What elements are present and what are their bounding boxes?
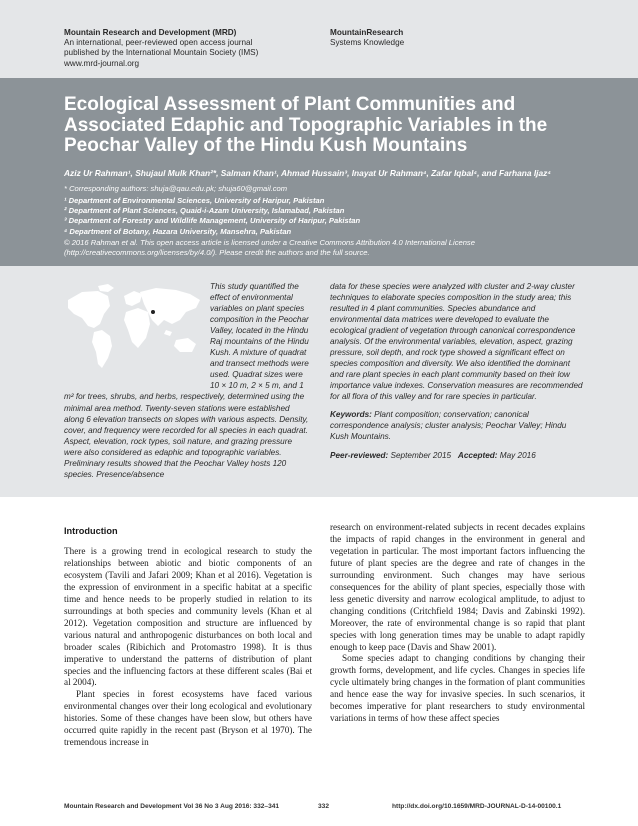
- accepted-label: Accepted:: [457, 450, 498, 460]
- affiliation-item: ² Department of Plant Sciences, Quaid-i-Azam University, Islamabad, Pakistan: [64, 206, 345, 216]
- keywords-label: Keywords:: [330, 409, 372, 419]
- journal-description-line2: published by the International Mountain Society (IMS): [64, 48, 259, 58]
- abstract-left-column: [64, 281, 310, 480]
- review-dates: [330, 450, 585, 461]
- keywords-block: [330, 409, 585, 442]
- body-column-left: [64, 546, 312, 749]
- affiliation-item: ⁴ Department of Botany, Hazara University, Mansehra, Pakistan: [64, 226, 292, 236]
- footer-page-number: 332: [318, 803, 330, 810]
- body-column-right: [330, 522, 585, 725]
- footer-doi-link[interactable]: http://dx.doi.org/10.1659/MRD-JOURNAL-D-14-00100.1: [392, 803, 562, 810]
- affiliation-item: ³ Department of Forestry and Wildlife Management, University of Haripur, Pakistan: [64, 216, 361, 226]
- author-list: Aziz Ur Rahman¹, Shujaul Mulk Khan²*, Salman Khan¹, Ahmad Hussain³, Inayat Ur Rahman⁴, Zafar Iqbal⁴, and Farhana Ijaz⁴: [64, 168, 551, 178]
- license-statement: © 2016 Rahman et al. This open access article is licensed under a Creative Commons Attribution 4.0 International License (http://creativecommons.org/licenses/by/4.0/). Please credit the authors and the full source.: [64, 238, 475, 258]
- abstract-text-left: This study quantified the effect of environmental variables on plant species composition in the Peochar Valley, located in the Hindu Raj mountains of the Hindu Kush. A mixture of quadrat and transect methods were used. Quadrat sizes were 10 × 10 m, 2 × 5 m, and 1 m² for trees, shrubs, and herbs, respectively, determined using the minimal area method. Twenty-seven stations were established along 6 elevation transects on slopes with various aspects. Density, cover, and frequency were recorded for all species in each quadrat. Aspect, elevation, rock types, soil nature, and grazing pressure were also considered as edaphic and topographic variables. Preliminary results showed that the Peochar Valley hosts 120 species. Presence/absence: [64, 282, 309, 479]
- section-heading-introduction: Introduction: [64, 526, 118, 536]
- keywords-text: Plant composition; conservation; canonical correspondence analysis; cluster analysis; Peochar Valley; Hindu Kush Mountains.: [330, 409, 567, 441]
- article-title: Ecological Assessment of Plant Communities and Associated Edaphic and Topographic Variables in the Peochar Valley of the Hindu Kush Mountains: [64, 94, 548, 156]
- corresponding-authors: * Corresponding authors: shuja@qau.edu.pk; shuja60@gmail.com: [64, 184, 288, 193]
- section-info: [330, 28, 404, 48]
- section-name: MountainResearch: [330, 28, 404, 37]
- abstract-right-column: [330, 281, 585, 461]
- section-subtitle: Systems Knowledge: [330, 38, 405, 48]
- affiliation-list: [64, 196, 584, 237]
- map-float-space: [64, 281, 210, 387]
- body-paragraph: research on environment-related subjects in recent decades explains the impacts of rapid changes in the environment in general and vegetation in particular. The most important factors influencing the future of plant species are the degree and rate of changes in the surrounding environment. Such changes may have serious consequences for the ability of plant species, especially those with less genetic diversity and narrow ecological amplitude, to adjust to changing conditions (Critchfield 1984; Davis and Zabinski 1992). Moreover, the rate of environmental change is so rapid that plant species with long generation times may be unable to adapt rapidly enough to keep pace (Davis and Shaw 2001).: [330, 522, 585, 652]
- abstract-text-right: data for these species were analyzed with cluster and 2-way cluster techniques to elaborate species composition in the study area; this resulted in 4 plant communities. Species abundance and environmental data matrices were developed to evaluate the ecological gradient of vegetation through canonical correspondence analysis. Of the environmental variables, elevation, aspect, grazing pressure, soil depth, and rock type showed a significant effect on species composition and diversity. We also identified the dominant and rare plant species in each plant community based on their low importance value indexes. Conservation measures are recommended for all flora of this valley and for rare species in particular.: [330, 282, 583, 402]
- affiliation-item: ¹ Department of Environmental Sciences, University of Haripur, Pakistan: [64, 196, 325, 205]
- body-paragraph: There is a growing trend in ecological research to study the relationships between abiotic and biotic components of an ecosystem (Tavili and Jafari 2009; Khan et al 2016). Vegetation is the expression of environment in a specific habitat at a specific time and hence needs to be properly studied in relation to its surroundings at both species and community levels (Khan et al 2012). Vegetation composition and structure are influenced by various natural and anthropogenic disturbances on both local and broader scales (Ribichich and Protomastro 1998). It is thus imperative to understand the patterns of distribution of plant species and the influencing factors at these different scales (Bai et al 2004).: [64, 546, 312, 688]
- accepted-date: May 2016: [499, 450, 536, 460]
- journal-name: Mountain Research and Development (MRD): [64, 28, 237, 37]
- journal-description-line1: An international, peer-reviewed open access journal: [64, 38, 253, 48]
- body-paragraph: Some species adapt to changing conditions by changing their growth forms, development, and life cycles. Changes in species life cycle ultimately bring changes in the formation of plant communities and hence ease the way for invasive species. In such scenarios, it becomes imperative for plant researchers to study environmental variations in terms of how these affect species: [330, 653, 585, 724]
- peer-reviewed-date: September 2015: [390, 450, 452, 460]
- journal-info: [64, 28, 258, 69]
- body-paragraph: Plant species in forest ecosystems have faced various environmental changes over their long ecological and evolutionary histories. Some of these changes have been slow, but others have occurred quite rapidly in the recent past (Bryson et al 1970). The tremendous increase in: [64, 689, 312, 748]
- footer-citation: Mountain Research and Development Vol 36 No 3 Aug 2016: 332–341: [64, 803, 280, 810]
- peer-reviewed-label: Peer-reviewed:: [330, 450, 389, 460]
- journal-url: www.mrd-journal.org: [64, 58, 140, 68]
